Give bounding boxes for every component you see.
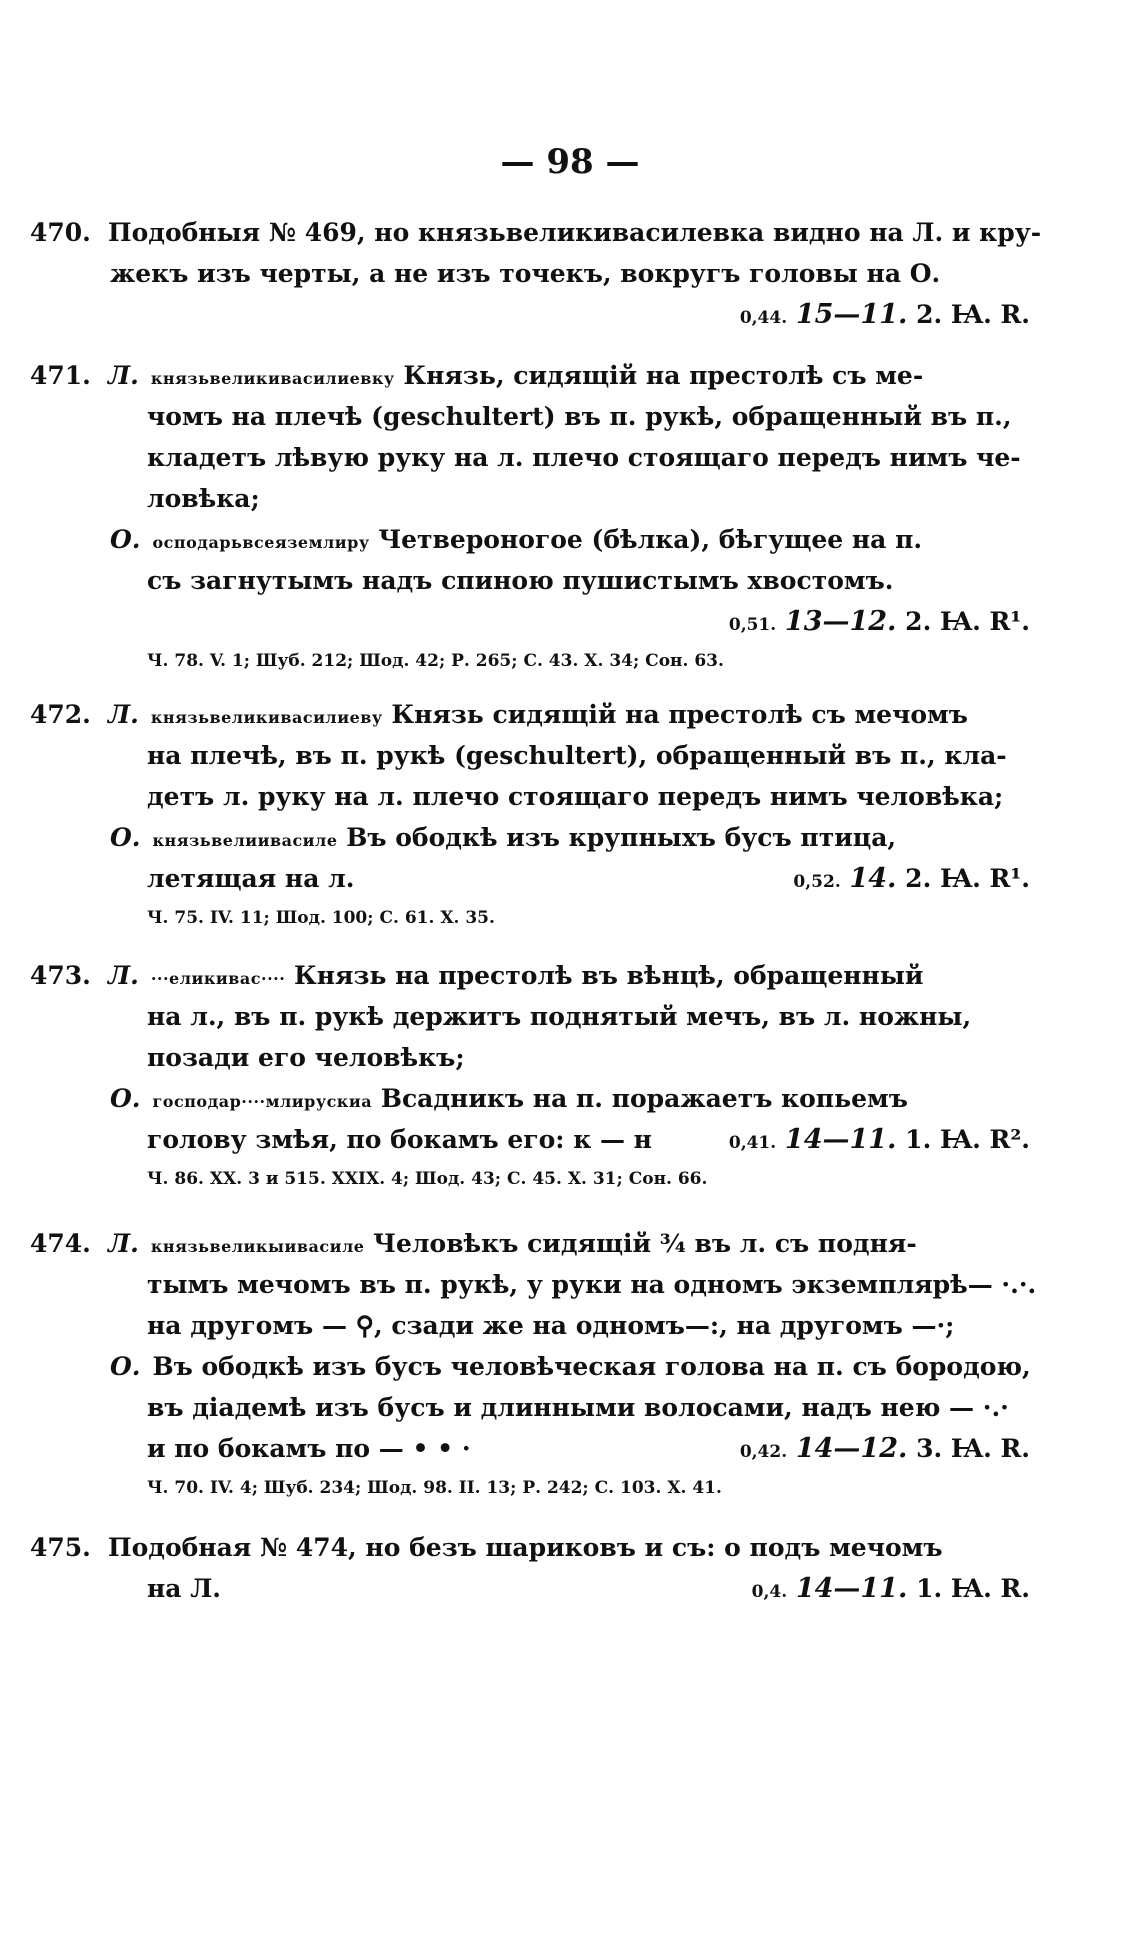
- entry-text: тымъ мечомъ въ п. рукѣ, у руки на одномъ экземплярѣ— ·.·.: [147, 1270, 1037, 1299]
- entry-text: Князь сидящій на престолѣ съ мечомъ: [391, 700, 968, 729]
- entry-number: 473.: [30, 961, 91, 990]
- weight: 0,4.: [751, 1582, 788, 1602]
- entry-text: ловѣка;: [147, 484, 260, 513]
- entry-text: Князь, сидящій на престолѣ съ ме-: [403, 361, 924, 390]
- references: Ч. 75. IV. 11; Шод. 100; С. 61. Х. 35.: [147, 908, 495, 928]
- page-number: — 98 —: [500, 142, 640, 182]
- entry-text: голову змѣя, по бокамъ его: к — н: [147, 1125, 652, 1154]
- dimensions: 14—11.: [795, 1573, 908, 1604]
- catalog-entry-472: [30, 694, 1030, 937]
- entry-text: Въ ободкѣ изъ бусъ человѣческая голова на п. съ бородою,: [152, 1352, 1031, 1381]
- side-label-reverse: О.: [110, 1084, 141, 1113]
- grade: 2. Ꙗ. R¹.: [905, 864, 1030, 893]
- entry-number: 471.: [30, 361, 91, 390]
- weight: 0,41.: [728, 1133, 777, 1153]
- catalog-entry-473: [30, 955, 1030, 1198]
- references: Ч. 86. XX. 3 и 515. XXIX. 4; Шод. 43; С. 45. Х. 31; Сон. 66.: [147, 1169, 708, 1189]
- dimensions: 15—11.: [795, 299, 908, 330]
- catalog-entry-471: [30, 355, 1030, 680]
- entry-text: Четвероногое (бѣлка), бѣгущее на п.: [378, 525, 923, 554]
- weight: 0,42.: [739, 1442, 788, 1462]
- side-label-reverse: О.: [110, 525, 141, 554]
- side-label-obverse: Л.: [108, 961, 139, 990]
- entry-text: Подобныя № 469, но князьвеликивасилевка видно на Л. и кру-: [108, 218, 1042, 247]
- inscription: осподарьвсеяземлиру: [152, 533, 370, 552]
- entry-text: летящая на л.: [147, 864, 355, 893]
- entry-text: Въ ободкѣ изъ крупныхъ бусъ птица,: [346, 823, 897, 852]
- dimensions: 13—12.: [784, 606, 897, 637]
- entry-text: на л., въ п. рукѣ держитъ поднятый мечъ, въ л. ножны,: [147, 1002, 972, 1031]
- entry-text: на Л.: [147, 1574, 222, 1603]
- grade: 2. Ꙗ. R.: [916, 300, 1030, 329]
- inscription: князьвеликыивасиле: [150, 1237, 365, 1256]
- entry-text: детъ л. руку на л. плечо стоящаго передъ нимъ человѣка;: [147, 782, 1004, 811]
- weight: 0,44.: [739, 308, 788, 328]
- entry-number: 472.: [30, 700, 91, 729]
- entry-meta: [740, 294, 1030, 339]
- references: Ч. 70. IV. 4; Шуб. 234; Шод. 98. II. 13; Р. 242; С. 103. Х. 41.: [147, 1478, 722, 1498]
- entry-text: Князь на престолѣ въ вѣнцѣ, обращенный: [294, 961, 924, 990]
- entry-number: 470.: [30, 218, 91, 247]
- entry-text: въ діадемѣ изъ бусъ и длинными волосами, надъ нею — ·.·: [147, 1393, 1009, 1422]
- entry-meta: [793, 858, 1030, 903]
- entry-meta: [729, 1119, 1030, 1164]
- catalog-entry-474: [30, 1223, 1037, 1507]
- inscription: госпoдар····млирускиа: [152, 1092, 373, 1111]
- inscription: ···еликивас····: [150, 969, 286, 988]
- grade: 1. Ꙗ. R².: [905, 1125, 1030, 1154]
- side-label-reverse: О.: [110, 823, 141, 852]
- catalog-entry-470: [30, 212, 1042, 335]
- side-label-obverse: Л.: [108, 1229, 139, 1258]
- entry-text: жекъ изъ черты, а не изъ точекъ, вокругъ головы на О.: [110, 259, 941, 288]
- catalog-entry-475: [30, 1527, 1030, 1609]
- entry-text: съ загнутымъ надъ спиною пушистымъ хвостомъ.: [147, 566, 894, 595]
- side-label-obverse: Л.: [108, 700, 139, 729]
- entry-meta: [729, 601, 1030, 646]
- dimensions: 14—11.: [784, 1124, 897, 1155]
- side-label-obverse: Л.: [108, 361, 139, 390]
- dimensions: 14—12.: [795, 1433, 908, 1464]
- inscription: князьвелиивасиле: [152, 831, 338, 850]
- entry-text: Подобная № 474, но безъ шариковъ и съ: о подъ мечомъ: [108, 1533, 943, 1562]
- entry-text: чомъ на плечѣ (geschultert) въ п. рукѣ, обращенный въ п.,: [147, 402, 1012, 431]
- entry-text: Всадникъ на п. поражаетъ копьемъ: [380, 1084, 908, 1113]
- entry-meta: [752, 1568, 1030, 1613]
- entry-number: 475.: [30, 1533, 91, 1562]
- entry-text: Человѣкъ сидящій ¾ въ л. съ подня-: [373, 1229, 917, 1258]
- side-label-reverse: О.: [110, 1352, 141, 1381]
- grade: 3. Ꙗ. R.: [916, 1434, 1030, 1463]
- grade: 2. Ꙗ. R¹.: [905, 607, 1030, 636]
- entry-text: позади его человѣкъ;: [147, 1043, 465, 1072]
- entry-number: 474.: [30, 1229, 91, 1258]
- weight: 0,51.: [728, 615, 777, 635]
- entry-text: на плечѣ, въ п. рукѣ (geschultert), обращенный въ п., кла-: [147, 741, 1007, 770]
- inscription: князьвеликивасилиеву: [150, 708, 383, 727]
- dimensions: 14.: [849, 863, 897, 894]
- references: Ч. 78. V. 1; Шуб. 212; Шод. 42; Р. 265; С. 43. Х. 34; Сон. 63.: [147, 651, 724, 671]
- entry-text: на другомъ — ⚲, сзади же на одномъ—:, на другомъ —·;: [147, 1311, 955, 1340]
- entry-meta: [740, 1428, 1030, 1473]
- weight: 0,52.: [793, 872, 841, 892]
- entry-text: и по бокамъ по — • • ·: [147, 1434, 471, 1463]
- inscription: князьвеликивасилиевку: [150, 369, 395, 388]
- entry-text: кладетъ лѣвую руку на л. плечо стоящаго передъ нимъ че-: [147, 443, 1021, 472]
- grade: 1. Ꙗ. R.: [916, 1574, 1030, 1603]
